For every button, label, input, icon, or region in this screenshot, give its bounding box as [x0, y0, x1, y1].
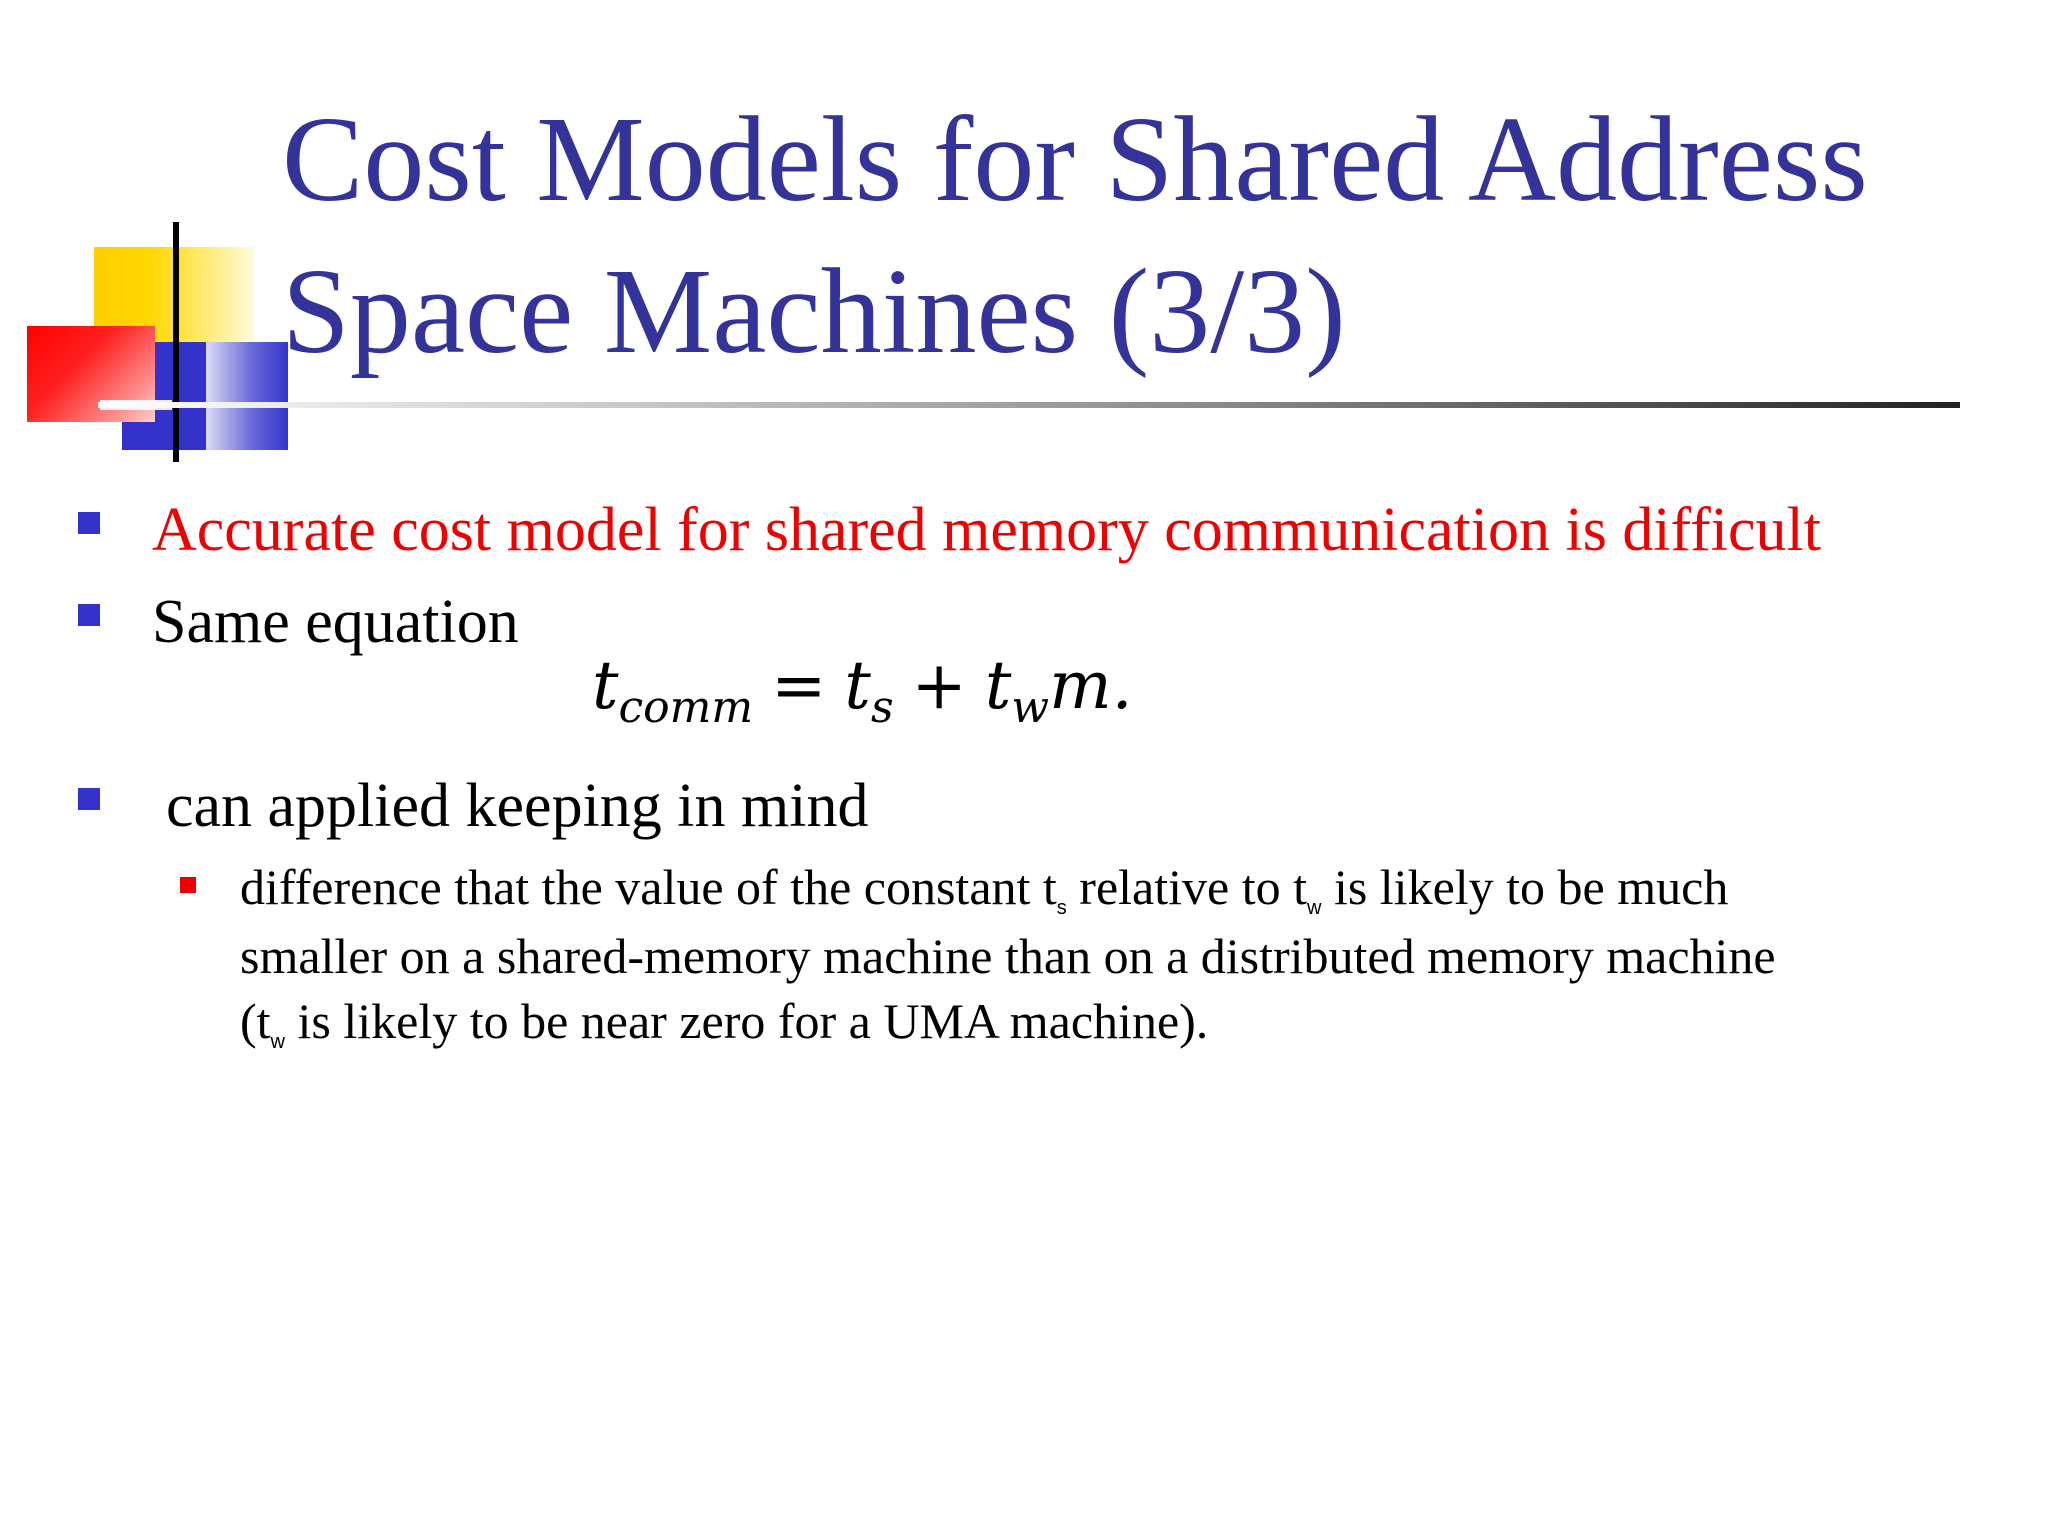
formula-lhs-var: t: [592, 647, 619, 724]
sub-bullet-line-3: [240, 990, 1208, 1052]
communication-cost-formula: [592, 646, 1133, 733]
sub-bullet-line-2: smaller on a shared-memory machine than on a distributed memory machine: [240, 928, 1776, 984]
formula-tw-sub: w: [1011, 682, 1050, 733]
formula-ts-var: t: [844, 647, 871, 724]
bullet-item-can-applied: can applied keeping in mind: [166, 772, 869, 840]
bullet-item-same-equation: Same equation: [152, 588, 519, 656]
square-bullet-icon: [78, 604, 100, 626]
sub-bullet-line-1: [240, 856, 1728, 918]
blue-gradient-square-icon: [206, 342, 288, 450]
sub-bullet-line-3-b: is likely to be near zero for a UMA machine).: [285, 993, 1209, 1049]
title-underline: [98, 402, 1960, 408]
formula-plus: +: [911, 647, 967, 724]
formula-ts-sub: s: [870, 682, 894, 733]
formula-tw-var: t: [984, 647, 1012, 724]
subscript-w: w: [1306, 897, 1322, 919]
sub-bullet-line-1-b: relative to t: [1066, 859, 1307, 915]
sub-bullet-line-1-c: is likely to be much: [1321, 859, 1729, 915]
formula-tail: m.: [1049, 647, 1133, 724]
red-square-bullet-icon: [180, 877, 196, 893]
sub-bullet-line-3-a: (t: [240, 993, 271, 1049]
title-line-1: Cost Models for Shared Address: [282, 92, 1868, 227]
formula-lhs-sub: comm: [618, 682, 754, 733]
formula-equals: =: [771, 647, 827, 724]
bullet-item-accurate-cost-model: Accurate cost model for shared memory communication is difficult: [152, 496, 1821, 564]
title-line-2: Space Machines (3/3): [282, 244, 1346, 379]
sub-bullet-line-1-a: difference that the value of the constant t: [240, 859, 1057, 915]
square-bullet-icon: [78, 512, 100, 534]
square-bullet-icon: [78, 788, 100, 810]
subscript-w: w: [270, 1031, 285, 1053]
subscript-s: s: [1056, 897, 1067, 919]
logo-vertical-line: [173, 222, 179, 462]
slide-title: [282, 84, 2002, 388]
